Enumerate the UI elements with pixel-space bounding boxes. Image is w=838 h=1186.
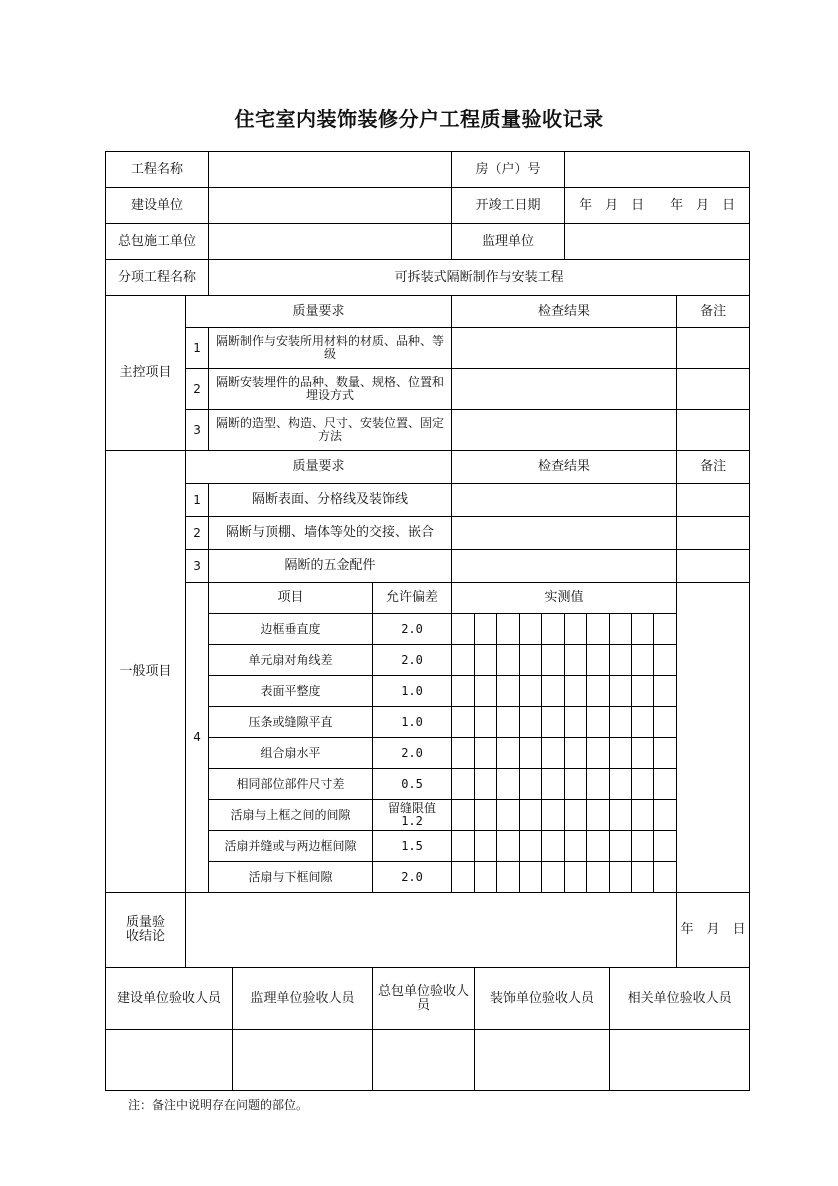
measured-cell[interactable]: [565, 769, 587, 800]
tolerance-header: 允许偏差: [373, 583, 452, 614]
footnote: 注：备注中说明存在问题的部位。: [128, 1098, 309, 1112]
item-number: 3: [186, 550, 209, 583]
main-control-item-row: [106, 369, 750, 410]
measured-cell[interactable]: [610, 769, 632, 800]
measured-cell[interactable]: [610, 862, 632, 893]
measured-cell[interactable]: [587, 831, 610, 862]
measured-cell[interactable]: [610, 738, 632, 769]
check-result-cell[interactable]: [452, 517, 677, 550]
tolerance-limit-label: 留缝限值: [388, 801, 437, 816]
conclusion-row: [106, 893, 750, 968]
measured-cell[interactable]: [654, 707, 677, 738]
item-number: 1: [186, 328, 209, 369]
supervisor-acceptor-header: 监理单位验收人员: [233, 968, 373, 1030]
measured-cell[interactable]: [542, 831, 565, 862]
item-number: 2: [186, 369, 209, 410]
start-end-date-label: 开竣工日期: [452, 188, 565, 224]
measured-cell[interactable]: [565, 645, 587, 676]
measured-cell[interactable]: [475, 676, 497, 707]
measured-cell[interactable]: [542, 738, 565, 769]
measured-cell[interactable]: [632, 707, 654, 738]
measured-values-header: 实测值: [452, 583, 677, 614]
supervisor-signature-cell[interactable]: [233, 1030, 373, 1091]
general-result-header: 检查结果: [452, 451, 677, 484]
builder-field[interactable]: [209, 188, 452, 224]
measured-cell[interactable]: [587, 676, 610, 707]
measure-item: 活扇与上框之间的间隙: [209, 800, 373, 831]
general-item-row: [106, 517, 750, 550]
subitem-name-value: 可拆装式隔断制作与安装工程: [209, 260, 750, 296]
page-title: 住宅室内装饰装修分户工程质量验收记录: [234, 107, 604, 131]
measured-cell[interactable]: [565, 831, 587, 862]
measured-cell[interactable]: [542, 645, 565, 676]
conclusion-date[interactable]: 年 月 日: [677, 893, 750, 968]
remark-cell[interactable]: [677, 550, 750, 583]
tolerance-value: 1.0: [373, 707, 452, 738]
measured-cell[interactable]: [632, 738, 654, 769]
requirement-text: 隔断的五金配件: [209, 550, 452, 583]
measured-cell[interactable]: [565, 676, 587, 707]
measure-item-header: 项目: [209, 583, 373, 614]
measured-cell[interactable]: [452, 862, 475, 893]
measured-cell[interactable]: [497, 800, 520, 831]
requirement-text: 隔断安装埋件的品种、数量、规格、位置和埋设方式: [209, 369, 452, 410]
measure-item: 单元扇对角线差: [209, 645, 373, 676]
measured-cell[interactable]: [520, 800, 542, 831]
contractor-acceptor-header: 总包单位验收人员: [373, 968, 475, 1030]
measured-cell[interactable]: [632, 862, 654, 893]
project-name-row: [106, 152, 750, 188]
start-end-date-field[interactable]: 年 月 日 年 月 日: [565, 188, 750, 224]
measured-cell[interactable]: [497, 614, 520, 645]
general-contractor-label: 总包施工单位: [106, 224, 209, 260]
measured-cell[interactable]: [565, 707, 587, 738]
item-number: 3: [186, 410, 209, 451]
measure-item: 表面平整度: [209, 676, 373, 707]
general-item-row: [106, 550, 750, 583]
measured-cell[interactable]: [565, 738, 587, 769]
remark-cell[interactable]: [677, 517, 750, 550]
tolerance-value: 0.5: [373, 769, 452, 800]
builder-row: [106, 188, 750, 224]
measured-cell[interactable]: [565, 614, 587, 645]
measured-cell[interactable]: [632, 769, 654, 800]
check-result-cell[interactable]: [452, 369, 677, 410]
measured-cell[interactable]: [475, 738, 497, 769]
measure-header-row: [106, 583, 750, 614]
measured-cell[interactable]: [654, 738, 677, 769]
signature-row: [106, 1030, 750, 1091]
related-acceptor-header: 相关单位验收人员: [610, 968, 750, 1030]
measure-item: 压条或缝隙平直: [209, 707, 373, 738]
measured-cell[interactable]: [475, 614, 497, 645]
measured-cell[interactable]: [452, 831, 475, 862]
measured-cell[interactable]: [587, 645, 610, 676]
general-remark-header: 备注: [677, 451, 750, 484]
measured-cell[interactable]: [542, 862, 565, 893]
measured-cell[interactable]: [475, 862, 497, 893]
general-requirement-header: 质量要求: [186, 451, 452, 484]
remark-cell[interactable]: [677, 484, 750, 517]
measured-cell[interactable]: [542, 707, 565, 738]
tolerance-value: 2.0: [373, 862, 452, 893]
general-header-row: [106, 451, 750, 484]
supervisor-label: 监理单位: [452, 224, 565, 260]
main-control-item-row: [106, 328, 750, 369]
measured-cell[interactable]: [587, 769, 610, 800]
measured-cell[interactable]: [520, 645, 542, 676]
measured-cell[interactable]: [587, 614, 610, 645]
measured-cell[interactable]: [475, 831, 497, 862]
measured-cell[interactable]: [632, 645, 654, 676]
room-number-field[interactable]: [565, 152, 750, 188]
requirement-text: 隔断与顶棚、墙体等处的交接、嵌合: [209, 517, 452, 550]
requirement-text: 隔断制作与安装所用材料的材质、品种、等级: [209, 328, 452, 369]
remark-cell[interactable]: [677, 369, 750, 410]
builder-signature-cell[interactable]: [106, 1030, 233, 1091]
main-control-header-row: [106, 296, 750, 328]
measured-cell[interactable]: [475, 645, 497, 676]
measured-cell[interactable]: [654, 614, 677, 645]
conclusion-label-line1: 质量验: [125, 915, 165, 931]
measure-item: 相同部位部件尺寸差: [209, 769, 373, 800]
related-signature-cell[interactable]: [610, 1030, 750, 1091]
tolerance-value: 2.0: [373, 645, 452, 676]
measured-cell[interactable]: [654, 862, 677, 893]
tolerance-value: 1.5: [373, 831, 452, 862]
measured-cell[interactable]: [632, 800, 654, 831]
conclusion-field[interactable]: [186, 893, 677, 968]
project-name-label: 工程名称: [106, 152, 209, 188]
remark-cell[interactable]: [677, 328, 750, 369]
check-result-cell[interactable]: [452, 484, 677, 517]
measured-cell[interactable]: [497, 769, 520, 800]
main-control-result-header: 检查结果: [452, 296, 677, 328]
contractor-row: [106, 224, 750, 260]
tolerance-limit-value: 1.2: [401, 814, 423, 828]
item-number: 2: [186, 517, 209, 550]
measured-cell[interactable]: [654, 831, 677, 862]
measure-item: 组合扇水平: [209, 738, 373, 769]
measured-cell[interactable]: [452, 707, 475, 738]
check-result-cell[interactable]: [452, 550, 677, 583]
subitem-name-label: 分项工程名称: [106, 260, 209, 296]
remark-cell[interactable]: [677, 410, 750, 451]
measure-item: 活扇与下框间隙: [209, 862, 373, 893]
measured-cell[interactable]: [497, 676, 520, 707]
measured-cell[interactable]: [452, 800, 475, 831]
measured-cell[interactable]: [452, 676, 475, 707]
measured-cell[interactable]: [565, 800, 587, 831]
measured-cell[interactable]: [497, 738, 520, 769]
supervisor-field[interactable]: [565, 224, 750, 260]
measured-cell[interactable]: [520, 738, 542, 769]
inspection-record-table: [105, 151, 750, 1091]
general-contractor-field[interactable]: [209, 224, 452, 260]
measured-cell[interactable]: [475, 707, 497, 738]
measured-cell[interactable]: [542, 676, 565, 707]
main-control-remark-header: 备注: [677, 296, 750, 328]
measured-cell[interactable]: [520, 831, 542, 862]
general-item-row: [106, 484, 750, 517]
item-number: 4: [186, 583, 209, 893]
measured-cell[interactable]: [520, 614, 542, 645]
measured-cell[interactable]: [587, 800, 610, 831]
measured-cell[interactable]: [497, 862, 520, 893]
measured-cell[interactable]: [587, 707, 610, 738]
measured-cell[interactable]: [565, 862, 587, 893]
main-control-requirement-header: 质量要求: [186, 296, 452, 328]
builder-acceptor-header: 建设单位验收人员: [106, 968, 233, 1030]
general-items-label: 一般项目: [106, 451, 186, 893]
measured-cell[interactable]: [542, 800, 565, 831]
measured-cell[interactable]: [610, 707, 632, 738]
builder-label: 建设单位: [106, 188, 209, 224]
decoration-signature-cell[interactable]: [475, 1030, 610, 1091]
measured-cell[interactable]: [497, 707, 520, 738]
requirement-text: 隔断表面、分格线及装饰线: [209, 484, 452, 517]
measured-cell[interactable]: [610, 831, 632, 862]
project-name-field[interactable]: [209, 152, 452, 188]
measured-cell[interactable]: [542, 614, 565, 645]
measured-cell[interactable]: [632, 614, 654, 645]
measured-cell[interactable]: [520, 676, 542, 707]
tolerance-value: 2.0: [373, 614, 452, 645]
measured-cell[interactable]: [542, 769, 565, 800]
main-control-item-row: [106, 410, 750, 451]
measured-cell[interactable]: [632, 676, 654, 707]
tolerance-value: [373, 800, 452, 831]
subitem-row: [106, 260, 750, 296]
conclusion-label: [106, 893, 186, 968]
room-number-label: 房（户）号: [452, 152, 565, 188]
measure-item: 边框垂直度: [209, 614, 373, 645]
measured-cell[interactable]: [497, 645, 520, 676]
measured-cell[interactable]: [452, 614, 475, 645]
measured-cell[interactable]: [632, 831, 654, 862]
measured-cell[interactable]: [452, 769, 475, 800]
measured-cell[interactable]: [587, 862, 610, 893]
tolerance-value: 2.0: [373, 738, 452, 769]
check-result-cell[interactable]: [452, 410, 677, 451]
conclusion-label-line2: 收结论: [125, 929, 165, 944]
measured-cell[interactable]: [520, 769, 542, 800]
measured-cell[interactable]: [610, 645, 632, 676]
measured-cell[interactable]: [452, 645, 475, 676]
measured-cell[interactable]: [587, 738, 610, 769]
contractor-signature-cell[interactable]: [373, 1030, 475, 1091]
measured-cell[interactable]: [610, 676, 632, 707]
measured-cell[interactable]: [497, 831, 520, 862]
requirement-text: 隔断的造型、构造、尺寸、安装位置、固定方法: [209, 410, 452, 451]
measure-remark-cell[interactable]: [677, 583, 750, 893]
decoration-acceptor-header: 装饰单位验收人员: [475, 968, 610, 1030]
signature-header-row: [106, 968, 750, 1030]
measured-cell[interactable]: [475, 769, 497, 800]
measure-item: 活扇并缝或与两边框间隙: [209, 831, 373, 862]
measured-cell[interactable]: [475, 800, 497, 831]
measured-cell[interactable]: [520, 707, 542, 738]
measured-cell[interactable]: [520, 862, 542, 893]
check-result-cell[interactable]: [452, 328, 677, 369]
measured-cell[interactable]: [452, 738, 475, 769]
measured-cell[interactable]: [654, 645, 677, 676]
measured-cell[interactable]: [610, 614, 632, 645]
measured-cell[interactable]: [610, 800, 632, 831]
measured-cell[interactable]: [654, 769, 677, 800]
main-control-label: 主控项目: [106, 296, 186, 451]
item-number: 1: [186, 484, 209, 517]
measured-cell[interactable]: [654, 676, 677, 707]
tolerance-value: 1.0: [373, 676, 452, 707]
measured-cell[interactable]: [654, 800, 677, 831]
